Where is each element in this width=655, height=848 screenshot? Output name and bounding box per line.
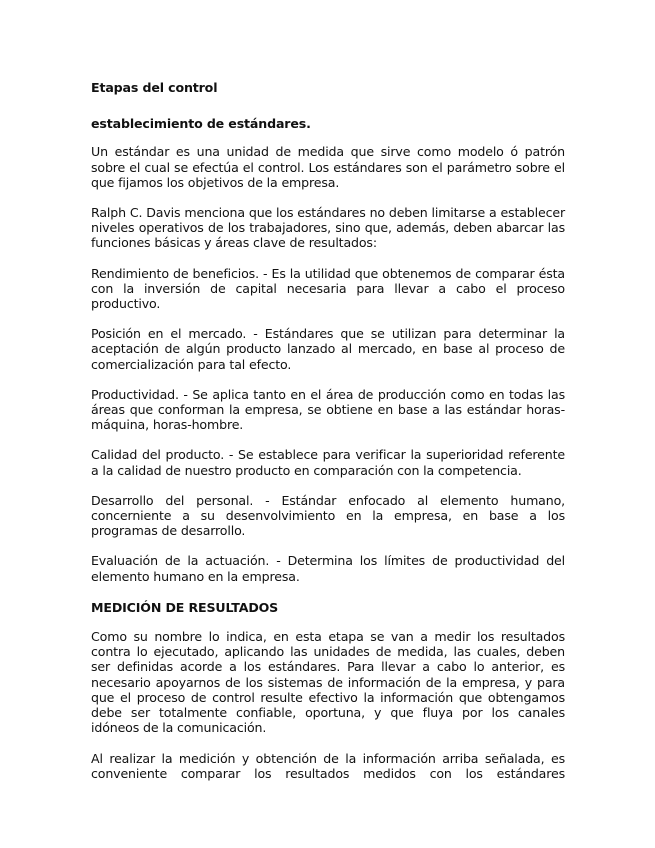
paragraph: Posición en el mercado. - Estándares que se utilizan para determinar la aceptación de algún producto lanzado al mercado, en base al proceso de comercialización para tal efecto. — [91, 326, 565, 372]
paragraph: Productividad. - Se aplica tanto en el área de producción como en todas las áreas que conforman la empresa, se obtiene en base a las estándar horas-máquina, horas-hombre. — [91, 386, 565, 433]
document-page — [91, 72, 565, 781]
paragraph: Un estándar es una unidad de medida que sirve como modelo ó patrón sobre el cual se efectúa el control. Los estándares son el parámetro sobre el que fijamos los objetivos de la empresa. — [91, 144, 565, 190]
paragraph: Rendimiento de beneficios. - Es la utilidad que obtenemos de comparar ésta con la inversión de capital necesaria para llevar a cabo el proceso productivo. — [91, 265, 565, 312]
paragraph: Al realizar la medición y obtención de la información arriba señalada, es conveniente comparar los resultados medidos con los estándares — [91, 750, 565, 781]
paragraph: Ralph C. Davis menciona que los estándares no deben limitarse a establecer niveles operativos de los trabajadores, sino que, además, deben abarcar las funciones básicas y áreas clave de resultados: — [91, 205, 565, 251]
document-title: Etapas del control — [91, 80, 218, 95]
paragraph: Desarrollo del personal. - Estándar enfocado al elemento humano, concerniente a su desenvolvimiento en la empresa, en base a los programas de desarrollo. — [91, 492, 565, 539]
document-subtitle: establecimiento de estándares. — [91, 116, 311, 132]
section-heading: MEDICIÓN DE RESULTADOS — [91, 599, 279, 615]
paragraph: Evaluación de la actuación. - Determina los límites de productividad del elemento humano en la empresa. — [91, 553, 565, 584]
paragraph: Como su nombre lo indica, en esta etapa se van a medir los resultados contra lo ejecutado, aplicando las unidades de medida, las cuales, deben ser definidas acorde a los estándares. Para llevar a cabo lo anterior, es necesario apoyarnos de los sistemas de información de la empresa, y para que el proceso de control resulte efectivo la información que obtengamos debe ser totalmente confiable, oportuna, y que fluya por los canales idóneos de la comunicación. — [91, 629, 565, 736]
paragraph: Calidad del producto. - Se establece para verificar la superioridad referente a la calidad de nuestro producto en comparación con la competencia. — [91, 447, 565, 478]
